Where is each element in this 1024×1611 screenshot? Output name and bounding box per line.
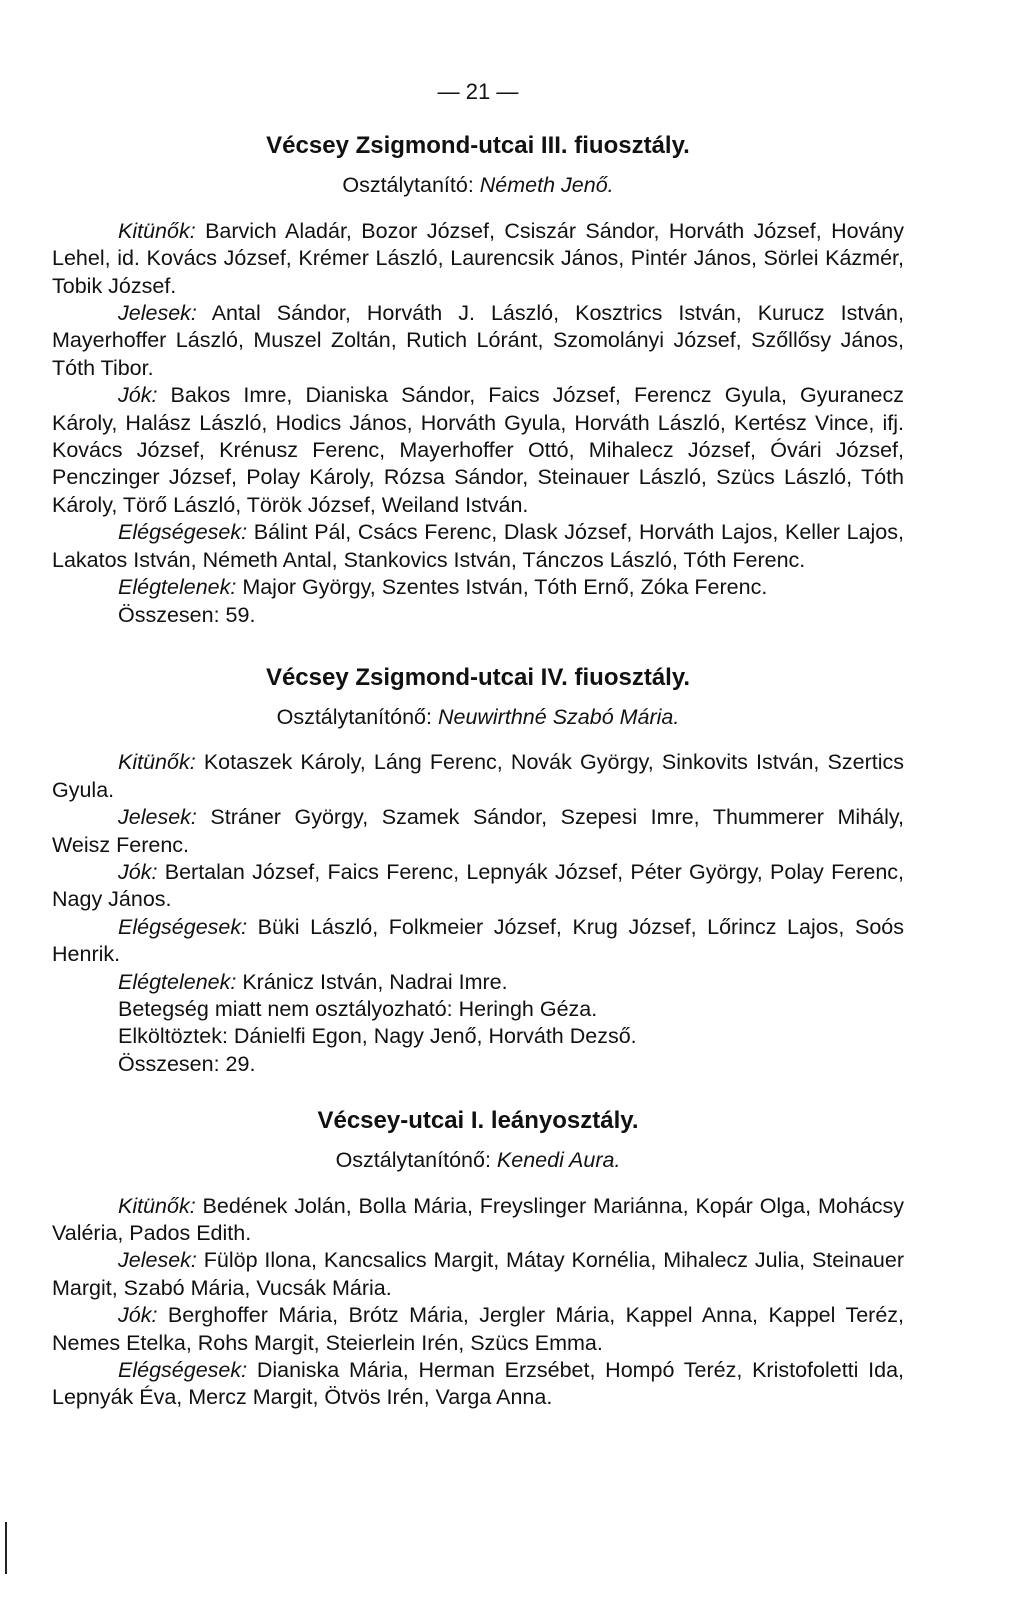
grade-names: Berghoffer Mária, Brótz Mária, Jergler Mária, Kappel Anna, Kappel Teréz, Nemes Etelka, Rohs Margit, Steierlein Irén, Szücs Emma. [52,1303,904,1355]
scan-edge-mark [5,1522,7,1574]
grade-names: Bakos Imre, Dianiska Sándor, Faics József, Ferencz Gyula, Gyuranecz Károly, Halász László, Hodics János, Horváth Gyula, Horváth László, Kertész Vince, ifj. Kovács József, Krénusz Ferenc, Mayerhoffer Ottó, Mihalecz József, Óvári József, Penczinger József, Polay Károly, Rózsa Sándor, Steinauer László, Szücs László, Tóth Károly, Törő László, Török József, Weiland István. [52,383,904,517]
grade-category: Jók: [118,383,158,408]
document-page [52,78,904,1412]
teacher-label: Osztálytanítónő: [276,704,432,729]
section-title: Vécsey-utcai I. leányosztály. [317,1107,639,1135]
grade-names: Kránicz István, Nadrai Imre. [236,969,508,994]
total-text: Összesen: 59. [118,602,256,627]
teacher-line [52,172,904,199]
grade-paragraph [52,382,904,519]
note-line [52,1023,904,1050]
grade-category: Elégtelenek: [118,969,237,994]
grade-paragraph [52,1357,904,1412]
grade-category: Elégségesek: [118,520,248,545]
grade-paragraph [52,574,904,601]
grade-paragraph [52,749,904,804]
note-text: Elköltöztek: Dánielfi Egon, Nagy Jenő, Horváth Dezső. [118,1024,637,1049]
section-title: Vécsey Zsigmond-utcai IV. fiuosztály. [265,663,691,691]
teacher-label: Osztálytanító: [342,173,474,198]
class-section-3 [52,1106,904,1412]
grade-names: Stráner György, Szamek Sándor, Szepesi Imre, Thummerer Mihály, Weisz Ferenc. [52,805,904,857]
grade-names: Bedének Jolán, Bolla Mária, Freyslinger Mariánna, Kopár Olga, Mohácsy Valéria, Pados Edith. [52,1193,904,1245]
grade-names: Dianiska Mária, Herman Erzsébet, Hompó Teréz, Kristofoletti Ida, Lepnyák Éva, Mercz Margit, Ötvös Irén, Varga Anna. [52,1358,904,1410]
teacher-name: Kenedi Aura. [496,1148,621,1173]
grade-names: Bálint Pál, Csács Ferenc, Dlask József, Horváth Lajos, Keller Lajos, Lakatos István, Németh Antal, Stankovics István, Tánczos László, Tóth Ferenc. [52,520,904,572]
grade-category: Jók: [118,859,158,884]
section-title: Vécsey Zsigmond-utcai III. fiuosztály. [266,132,690,160]
teacher-name: Neuwirthné Szabó Mária. [437,704,680,729]
grade-paragraph [52,1302,904,1357]
grade-category: Kitünők: [118,750,196,775]
grade-category: Jelesek: [118,301,197,326]
grade-paragraph [52,914,904,969]
grade-category: Kitünők: [118,1193,196,1218]
grade-paragraph [52,1193,904,1248]
teacher-line [52,704,904,731]
grade-paragraph [52,519,904,574]
note-text: Betegség miatt nem osztályozható: Heringh Géza. [118,996,598,1021]
class-section-2 [52,663,904,1078]
section-gap [52,629,904,663]
grade-names: Major György, Szentes István, Tóth Ernő, Zóka Ferenc. [236,575,768,600]
total-text: Összesen: 29. [118,1051,256,1076]
grade-names: Antal Sándor, Horváth J. László, Kosztrics István, Kurucz István, Mayerhoffer László, Muszel Zoltán, Rutich Lóránt, Szomolányi József, Szőllősy János, Tóth Tibor. [52,301,904,380]
grade-category: Elégségesek: [118,1358,248,1383]
teacher-line [52,1147,904,1174]
grade-category: Kitünők: [118,218,196,243]
grade-paragraph [52,218,904,300]
grade-names: Barvich Aladár, Bozor József, Csiszár Sándor, Horváth József, Hovány Lehel, id. Kovács József, Krémer László, Laurencsik János, Pintér János, Sörlei Kázmér, Tobik József. [52,218,904,298]
section-gap [52,1078,904,1106]
grade-category: Jelesek: [118,805,197,830]
grade-names: Büki László, Folkmeier József, Krug József, Lőrincz Lajos, Soós Henrik. [52,914,904,967]
note-line [52,996,904,1023]
grade-paragraph [52,804,904,859]
grade-paragraph [52,1247,904,1302]
grade-names: Bertalan József, Faics Ferenc, Lepnyák József, Péter György, Polay Ferenc, Nagy János. [52,859,904,912]
teacher-label: Osztálytanítónő: [335,1148,491,1173]
total-line [52,1051,904,1078]
grade-category: Jók: [118,1303,158,1328]
class-section-1 [52,131,904,629]
grade-category: Elégségesek: [118,914,248,939]
grade-names: Fülöp Ilona, Kancsalics Margit, Mátay Kornélia, Mihalecz Julia, Steinauer Margit, Szabó Mária, Vucsák Mária. [52,1248,904,1300]
total-line [52,602,904,629]
grade-category: Elégtelenek: [118,575,237,600]
grade-paragraph [52,859,904,914]
grade-paragraph [52,300,904,382]
page-number: — 21 — [437,79,519,104]
grade-names: Kotaszek Károly, Láng Ferenc, Novák György, Sinkovits István, Szertics Gyula. [52,750,904,802]
teacher-name: Németh Jenő. [479,173,614,198]
grade-paragraph [52,969,904,996]
grade-category: Jelesek: [118,1248,197,1273]
